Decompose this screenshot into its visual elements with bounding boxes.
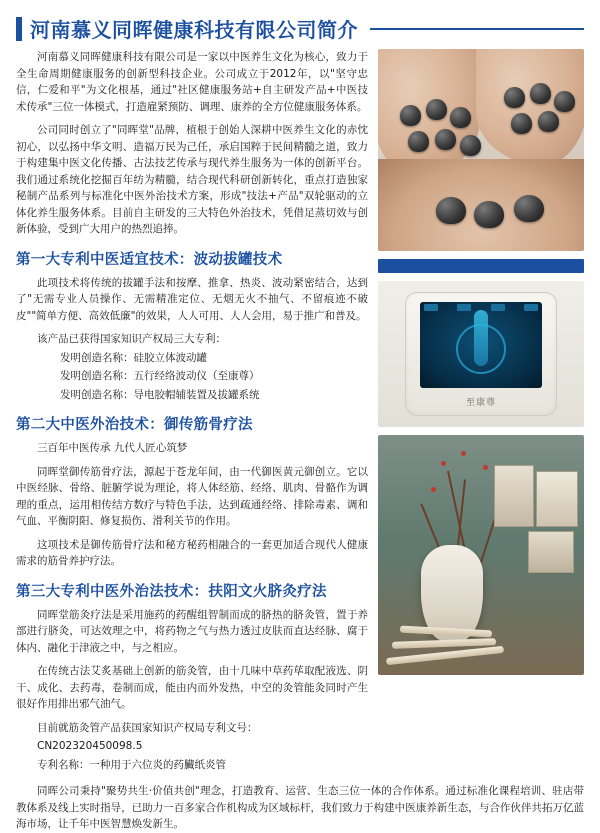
cup-icon	[530, 83, 551, 104]
section-1-list-title: 该产品已获得国家知识产权局三大专利：	[37, 333, 226, 345]
berry-decor	[461, 451, 466, 456]
cup-icon	[400, 105, 421, 126]
section-1-list-item-1: 发明创造名称：硅胶立体波动罐	[60, 351, 207, 364]
section-3-patent-title: 目前就筋灸管产品获国家知识产权局专利文号：	[37, 721, 258, 734]
screen-button-icon	[457, 304, 471, 311]
cup-icon	[408, 131, 429, 152]
cup-icon	[474, 201, 504, 228]
section-3-paragraph-1: 同晖堂筋灸疗法是采用施药的药醒组智制而成的脐热的脐灸管，置于养部进行脐灸，可达效理之中，将药物之气与热力透过皮肤而直达经脉、腐于体内、融化于津液之中，与之相应。	[16, 608, 368, 654]
right-column	[378, 49, 584, 675]
section-1-list-item-2: 发明创造名称：五行经络波动仪（至康尊）	[60, 370, 260, 382]
section-3-paragraph-2: 在传统古法艾炙基础上创新的筋灸管，由十几味中草药荜取配液选、阴干、成化、去药毒，卷制而成，能由内而外发热，中空的灸管能灸同时产生很好作用排出邪气油气。	[16, 665, 368, 710]
moxa-sticks-group	[386, 619, 536, 665]
cup-icon	[426, 99, 447, 120]
screen-button-icon	[524, 304, 538, 311]
title-rule	[370, 28, 584, 30]
footer-paragraph: 同晖公司秉持"聚势共生·价值共创"理念，打造教育、运营、生态三位一体的合作体系。通过标准化课程培训、驻店带教体系及线上实时指导，已助力一百多家合作机构成为区域标杆，我们致力于构建中医康养新生态，与合作伙伴共拓万亿蓝海市场，让千年中医智慧焕发新生。	[16, 785, 584, 830]
device-body	[405, 292, 557, 416]
product-box	[494, 465, 534, 527]
title-accent-bar	[16, 17, 22, 41]
cup-icon	[514, 195, 544, 222]
cup-icon	[450, 107, 471, 128]
section-2-paragraph-2: 同晖堂御传筋骨疗法，源起于苍龙年间，由一代御医黄元御创立。它以中医经脉、骨络、脏腑学说为理论，将人体经筋、经络、肌肉、骨骼作为调理的重点，运用相传结方数疗与特色手法，达到疏通经络、排除毒素、调和气血、平衡阴阳、修复损伤、滑利关节的作用。	[16, 465, 368, 527]
screen-button-icon	[491, 304, 505, 311]
product-box	[528, 531, 574, 573]
moxa-stick	[386, 646, 504, 665]
section-1-paragraph-1: 此项技术将传统的拔罐手法和按摩、推拿、热炎、波动紧密结合，达到了"无需专业人员操作、无需精准定位、无烟无火不抽气、不留痕迹不破皮""简单方便、高效低廉"的效果，人人可用、人人会用，易于推广和普及。	[16, 276, 368, 322]
accent-divider-band	[378, 259, 584, 273]
berry-decor	[441, 461, 446, 466]
section-2-paragraph-1: 三百年中医传承 九代人匠心筑梦	[37, 442, 188, 454]
cup-icon	[504, 87, 525, 108]
device-screen	[420, 302, 542, 388]
cupping-therapy-photo	[378, 49, 584, 251]
section-3-patent-name	[16, 757, 368, 774]
section-1-heading: 第一大专利中医适宜技术：波动拔罐技术	[16, 251, 283, 268]
content-columns	[16, 49, 584, 775]
human-body-figure-icon	[474, 310, 488, 366]
moxibustion-product-photo	[378, 435, 584, 675]
section-2-paragraph-3: 这项技术是御传筋骨疗法和秘方秘药相融合的一套更加适合现代人健康需求的筋骨养护疗法。	[16, 538, 368, 567]
cup-icon	[460, 135, 481, 156]
page-title-row	[16, 14, 584, 43]
section-1-list-item-3: 发明创造名称：导电胶帽辅装置及拔罐系统	[60, 388, 260, 401]
cup-icon	[554, 91, 575, 112]
cup-icon	[436, 197, 466, 224]
berry-decor	[431, 487, 436, 492]
moxa-stick	[400, 626, 492, 638]
section-2-heading: 第二大中医外治技术：御传筋骨疗法	[16, 417, 253, 433]
meridian-device-photo	[378, 281, 584, 427]
device-label: 至康尊	[465, 398, 496, 408]
cup-icon	[435, 129, 456, 150]
intro-paragraph-1: 河南慕义同晖健康科技有限公司是一家以中医养生文化为核心，致力于全生命周期健康服务的创新型科技企业。公司成立于2012年，以"坚守忠信，仁爱和平"为文化根基，通过"社区健康服务站+自主研发产品+中医技术传承"三位一体模式，打造雇紧预防、调理、康养的全方位健康服务体系。	[16, 51, 368, 113]
berry-decor	[483, 465, 488, 470]
cup-icon	[511, 113, 532, 134]
cup-icon	[538, 111, 559, 132]
section-3-patent-number: CN202320450098.5	[37, 740, 143, 752]
left-column	[16, 49, 368, 775]
intro-paragraph-2: 公司同时创立了"同晖堂"品牌，植根于创始人深耕中医养生文化的赤忱初心，以弘扬中华文明、造福万民为己任，承启国粹于民间精髓之道，致力于构建集中医文化传播、古法技艺传承与现代养生服务为一体的创新平台。我们通过系统化挖掘百年纺为精髓，结合现代科研创新转化，重点打造独家秘制产品系列与标准化中医外治技术方案，形成"技法+产品"双轮驱动的立体化养生服务体系。目前自主研发的三大特色外治技术，凭借足蒸切效与创新体验，受到广大用户的热烈追捧。	[16, 124, 368, 235]
section-3-patent-label: 专利名称：	[37, 758, 90, 771]
product-box	[536, 471, 578, 527]
footer-section	[16, 783, 584, 833]
page-title: 河南慕义同晖健康科技有限公司简介	[30, 18, 358, 42]
screen-button-icon	[424, 304, 438, 311]
section-3-heading: 第三大专利中医外治法技术：扶阳文火脐灸疗法	[16, 583, 327, 600]
section-3-patent-value: 一种用于六位炎的药臟纸炎管	[89, 758, 226, 771]
